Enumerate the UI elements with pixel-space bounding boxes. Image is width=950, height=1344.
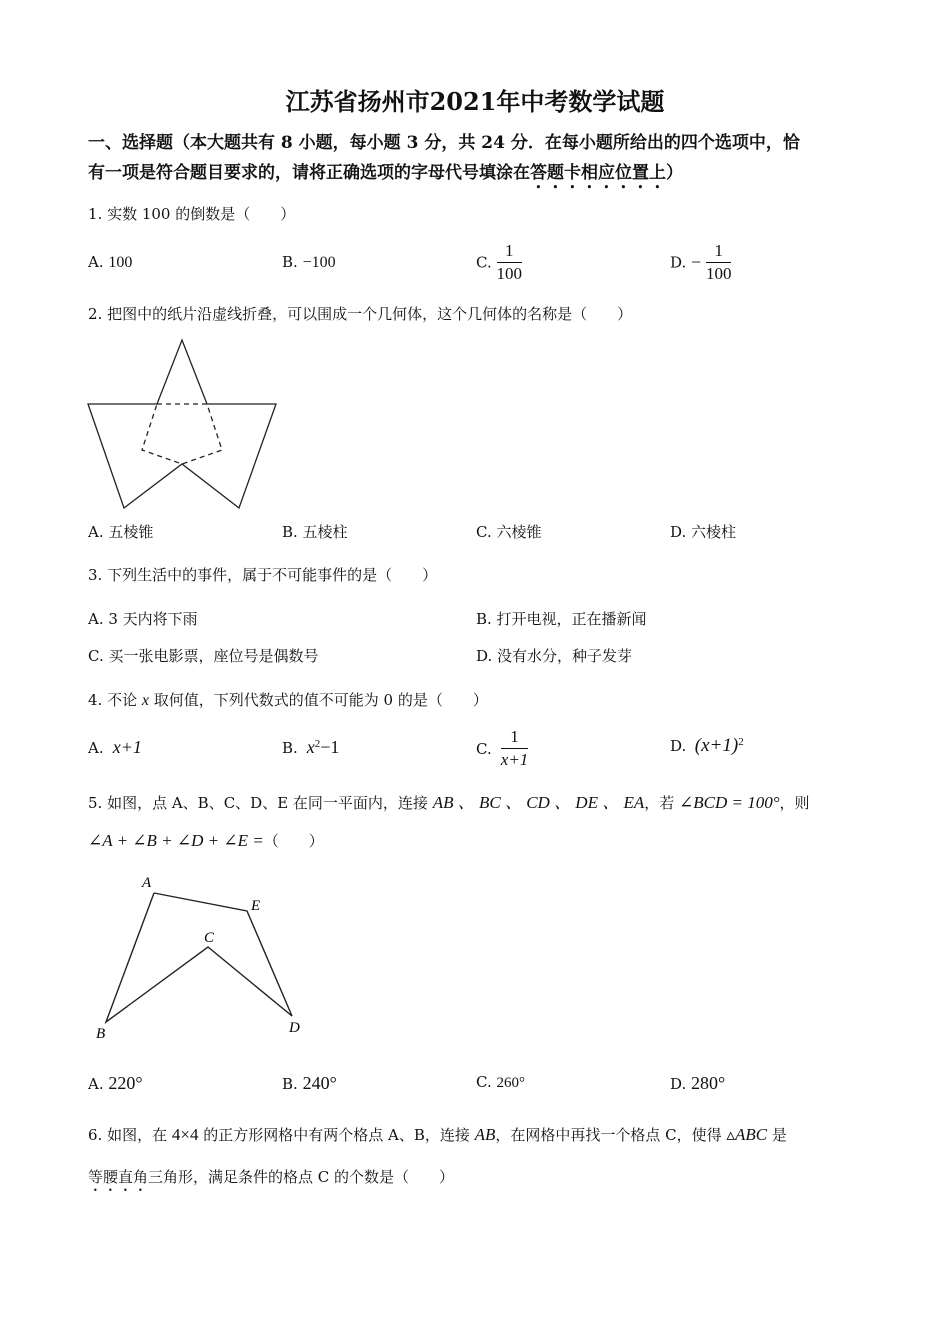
q4-option-d: [670, 735, 744, 757]
q4-option-d-exponent: 2: [738, 736, 744, 748]
q4-option-c-numerator: 1: [501, 726, 529, 749]
fold-lines: [142, 404, 222, 464]
q1-option-c-denominator: 100: [496, 264, 522, 283]
q4-option-c: [476, 726, 528, 771]
q5-option-c: [476, 1073, 525, 1092]
q1-option-b-label: B.: [282, 253, 298, 271]
q4-option-b-label: B.: [282, 739, 298, 757]
q5-stem-post: ，则: [779, 794, 810, 812]
q1-option-c-label: C.: [476, 253, 492, 272]
q2-option-c: C. 六棱锥: [476, 523, 542, 541]
q5-stem-paren: （ ）: [263, 832, 324, 850]
q3-option-b: B. 打开电视，正在播新闻: [476, 610, 647, 628]
q1-option-d-fraction: [706, 240, 732, 285]
q6-stem-pre: 6. 如图，在: [88, 1126, 172, 1144]
q5-option-a-value: 220°: [108, 1073, 143, 1093]
section-heading-line2-post: ）: [666, 163, 683, 183]
q4-stem: [88, 689, 488, 710]
figure-abcde-path: [106, 893, 292, 1022]
label-a: A: [142, 875, 152, 891]
section-heading-emphasis: 答题卡相应位置上: [530, 163, 666, 183]
q5-option-b-label: B.: [282, 1075, 298, 1093]
page-title: 江苏省扬州市2021年中考数学试题: [285, 87, 665, 116]
q5-option-d-label: D.: [670, 1075, 687, 1093]
q4-option-a-label: A.: [88, 739, 104, 757]
q4-stem-variable: x: [141, 692, 149, 709]
q1-option-b: [282, 253, 336, 272]
q1-option-c: [476, 240, 522, 285]
q4-option-b-rest: −1: [320, 737, 340, 757]
q5-option-a: [88, 1073, 143, 1094]
label-d: D: [289, 1020, 300, 1036]
q5-option-d-value: 280°: [691, 1073, 726, 1093]
q6-stem-mid2: ，在网格中再找一个格点 C，使得: [495, 1126, 727, 1144]
q4-option-b: [282, 737, 339, 758]
q3-option-d: D. 没有水分，种子发芽: [476, 647, 633, 665]
q6-segment-ab: AB: [474, 1125, 496, 1144]
q6-stem-line2: [88, 1166, 454, 1195]
q1-option-d-sign: −: [691, 252, 702, 272]
q1-option-d-label: D.: [670, 253, 687, 272]
star-outline: [88, 340, 276, 508]
q4-option-c-fraction: [501, 726, 529, 771]
q4-option-a-expr: x+1: [112, 737, 142, 757]
q2-option-a: A. 五棱锥: [88, 523, 154, 541]
q2-stem: 2. 把图中的纸片沿虚线折叠，可以围成一个几何体，这个几何体的名称是（ ）: [88, 305, 633, 323]
q5-option-c-label: C.: [476, 1073, 492, 1091]
q4-option-c-label: C.: [476, 739, 492, 758]
section-heading-line2: [88, 158, 683, 193]
q5-option-c-value: 260°: [496, 1075, 525, 1091]
q5-stem-pre: 5. 如图，点 A、B、C、D、E 在同一平面内，连接: [88, 794, 433, 812]
q5-condition: ∠BCD = 100°: [679, 793, 780, 812]
star-net-figure: [80, 330, 290, 520]
q6-stem-post: 是: [767, 1126, 787, 1144]
q1-option-c-fraction: [497, 240, 523, 285]
section-heading-line1: 一、选择题（本大题共有 8 小题，每小题 3 分，共 24 分．在每小题所给出的四个选项中，恰: [88, 133, 800, 153]
q6-stem-line1: [88, 1124, 787, 1145]
q1-option-d-denominator: 100: [705, 264, 732, 283]
q5-option-a-label: A.: [88, 1075, 104, 1093]
q3-stem: 3. 下列生活中的事件，属于不可能事件的是（ ）: [88, 566, 438, 584]
q5-stem-mid: ，若: [644, 794, 680, 812]
q1-option-a-label: A.: [88, 253, 104, 271]
q6-stem-mid: 的正方形网格中有两个格点 A、B，连接: [198, 1126, 475, 1144]
q4-option-b-exponent: 2: [314, 738, 321, 750]
q6-stem-line2-post: 三角形，满足条件的格点 C 的个数是（ ）: [148, 1168, 455, 1186]
label-c: C: [204, 930, 215, 946]
q4-option-b-base: x: [306, 737, 315, 757]
star-unused: [124, 404, 239, 508]
q5-stem-line2: [88, 830, 324, 851]
q1-option-c-numerator: 1: [497, 240, 523, 263]
q1-option-b-value: −100: [302, 254, 336, 271]
q6-triangle: ▵ABC: [726, 1125, 768, 1144]
label-e: E: [251, 898, 261, 914]
q4-option-d-label: D.: [670, 737, 687, 755]
q5-angle-sum: ∠A + ∠B + ∠D + ∠E =: [88, 831, 264, 850]
section-heading-line2-pre: 有一项是符合题目要求的，请将正确选项的字母代号填涂在: [88, 163, 530, 183]
q5-segments: AB 、 BC 、 CD 、 DE 、 EA: [432, 793, 645, 812]
q4-stem-pre: 4. 不论: [88, 691, 142, 709]
q4-option-c-denominator: x+1: [500, 750, 529, 769]
q1-stem: 1. 实数 100 的倒数是（ ）: [88, 205, 296, 223]
q2-option-d: D. 六棱柱: [670, 523, 737, 541]
q1-option-d-numerator: 1: [706, 240, 732, 263]
q4-option-d-expr: (x+1): [694, 735, 739, 756]
q4-stem-post: 取何值，下列代数式的值不可能为 0 的是（ ）: [148, 691, 488, 709]
q6-emphasis: 等腰直角: [88, 1168, 149, 1186]
q1-option-d: [670, 240, 731, 285]
q2-option-b: B. 五棱柱: [282, 523, 348, 541]
q1-option-a: [88, 253, 132, 272]
q4-option-a: [88, 737, 142, 758]
q3-option-c: C. 买一张电影票，座位号是偶数号: [88, 647, 319, 665]
pentagon-figure: [88, 868, 318, 1048]
q6-grid-size: 4×4: [171, 1125, 199, 1144]
label-b: B: [96, 1026, 106, 1042]
q5-stem-line1: [88, 788, 810, 813]
q1-option-a-value: 100: [108, 254, 133, 271]
q5-option-b-value: 240°: [302, 1073, 337, 1093]
q3-option-a: A. 3 天内将下雨: [88, 610, 198, 628]
q5-option-b: [282, 1073, 337, 1094]
q5-option-d: [670, 1073, 725, 1094]
